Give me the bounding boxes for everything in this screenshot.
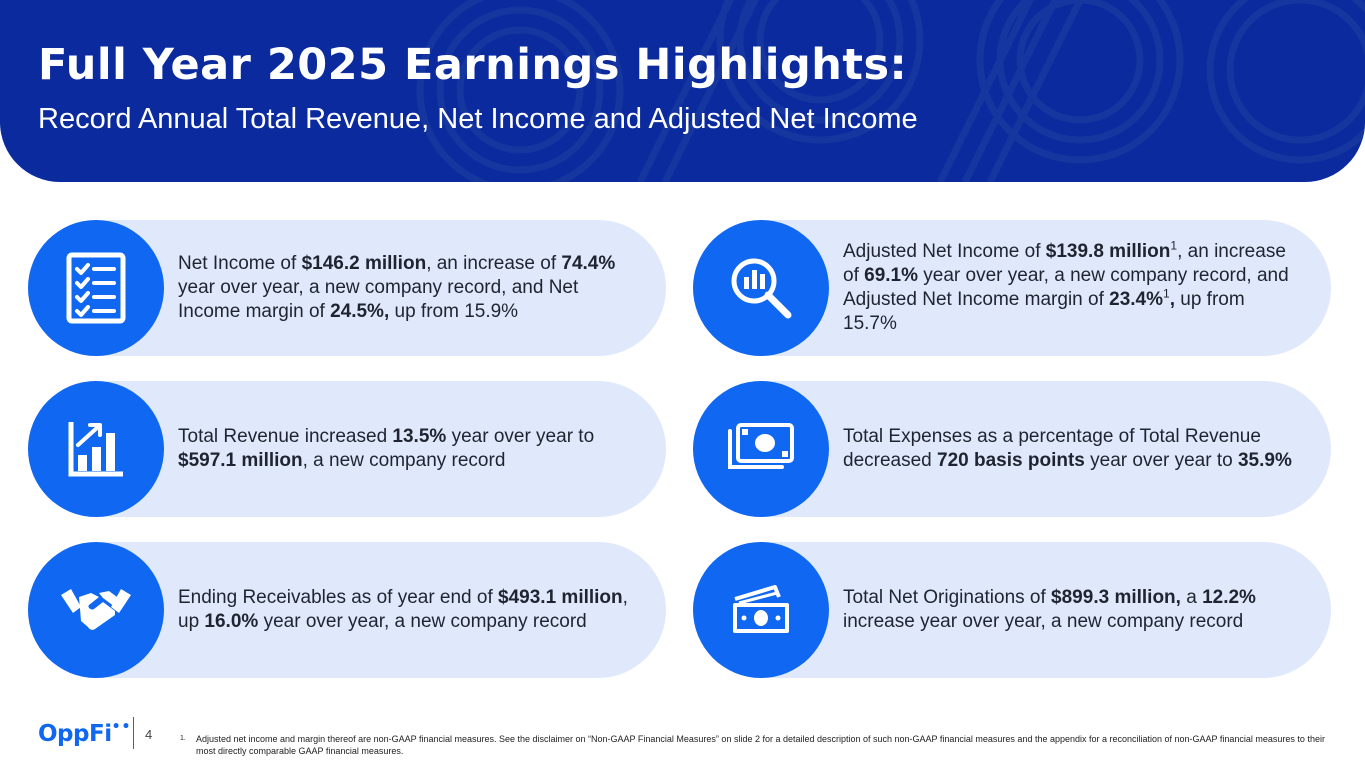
text-run: year over year, a new company record bbox=[258, 611, 587, 632]
highlight-card-total-revenue bbox=[28, 381, 666, 517]
highlight-figure: 16.0% bbox=[204, 611, 259, 632]
text-run: Total Revenue increased bbox=[178, 426, 393, 447]
growth-chart-icon bbox=[66, 419, 126, 479]
icon-circle bbox=[693, 542, 829, 678]
highlight-figure: , bbox=[1169, 289, 1175, 310]
footnote-marker: 1. bbox=[180, 735, 186, 742]
icon-circle bbox=[28, 381, 164, 517]
page-title: Full Year 2025 Earnings Highlights: bbox=[38, 40, 908, 90]
text-run: year over year, a new company record, and Net Income margin of bbox=[178, 277, 579, 322]
highlight-figure: $899.3 million, bbox=[1051, 587, 1187, 608]
footnote-ref: 1 bbox=[1170, 238, 1178, 253]
card-text bbox=[843, 220, 1301, 356]
card-text bbox=[178, 381, 636, 517]
highlight-figure: 12.2% bbox=[1202, 587, 1256, 608]
page-subtitle: Record Annual Total Revenue, Net Income and Adjusted Net Income bbox=[38, 103, 918, 135]
text-run: year over year to bbox=[1084, 450, 1238, 471]
text-run: year over year to bbox=[446, 426, 595, 447]
text-run: Adjusted Net Income of bbox=[843, 241, 1046, 262]
money-stack-icon bbox=[729, 583, 793, 637]
magnifier-chart-icon bbox=[728, 255, 794, 321]
card-text bbox=[178, 542, 636, 678]
header-pattern bbox=[0, 0, 1365, 182]
text-run: a bbox=[1186, 587, 1203, 608]
text-run: Net Income of bbox=[178, 253, 302, 274]
logo-text: OppFi bbox=[38, 721, 112, 747]
text-run: year over year, a new company record, and Adjusted Net Income margin of bbox=[843, 265, 1289, 310]
highlight-figure: 69.1% bbox=[864, 265, 918, 286]
highlight-figure: 13.5% bbox=[392, 426, 447, 447]
icon-circle bbox=[693, 220, 829, 356]
text-run: up from 15.9% bbox=[389, 301, 519, 322]
highlight-figure: 720 basis points bbox=[937, 450, 1085, 471]
handshake-icon bbox=[59, 585, 133, 635]
text-run: , an increase of bbox=[843, 241, 1286, 286]
highlight-figure: 24.5%, bbox=[330, 301, 390, 322]
highlight-figure: $493.1 million bbox=[498, 587, 623, 608]
footer-divider bbox=[133, 717, 134, 749]
highlight-card-net-originations bbox=[693, 542, 1331, 678]
text-run: Ending Receivables as of year end of bbox=[178, 587, 499, 608]
logo-dots: •• bbox=[111, 719, 132, 735]
text-run: increase year over year, a new company record bbox=[843, 611, 1244, 632]
footnote-text: Adjusted net income and margin thereof are non-GAAP financial measures. See the disclaimer on “Non-GAAP Financial Measures” on slide 2 for a detailed description of such non-GAAP financial measures and the appendix for a reconciliation of non-GAAP financial measures to their most directly comparable GAAP financial measures. bbox=[196, 734, 1325, 756]
highlight-figure: $597.1 million bbox=[178, 450, 303, 471]
text-run: , up bbox=[178, 587, 628, 632]
footnote bbox=[180, 733, 1330, 757]
card-text bbox=[843, 542, 1301, 678]
icon-circle bbox=[28, 220, 164, 356]
card-text bbox=[178, 220, 636, 356]
highlight-figure: 74.4% bbox=[561, 253, 616, 274]
highlight-card-total-expenses bbox=[693, 381, 1331, 517]
icon-circle bbox=[693, 381, 829, 517]
checklist-icon bbox=[66, 252, 126, 324]
highlight-card-net-income bbox=[28, 220, 666, 356]
icon-circle bbox=[28, 542, 164, 678]
oppfi-logo bbox=[38, 721, 131, 747]
header-banner bbox=[0, 0, 1365, 182]
text-run: Total Net Originations of bbox=[843, 587, 1052, 608]
highlight-figure: 35.9% bbox=[1237, 450, 1292, 471]
highlight-card-adjusted-net-income bbox=[693, 220, 1331, 356]
highlight-figure: $139.8 million bbox=[1045, 241, 1171, 262]
highlight-card-ending-receivables bbox=[28, 542, 666, 678]
highlight-figure: $146.2 million bbox=[301, 253, 427, 274]
cash-icon bbox=[726, 421, 796, 477]
footnote-ref: 1 bbox=[1163, 286, 1170, 301]
text-run: up from 15.7% bbox=[843, 289, 1245, 334]
text-run: Total Expenses as a percentage of Total Revenue decreased bbox=[843, 426, 1261, 471]
card-text bbox=[843, 381, 1301, 517]
page-number: 4 bbox=[145, 727, 153, 742]
text-run: , a new company record bbox=[302, 450, 506, 471]
text-run: , an increase of bbox=[426, 253, 562, 274]
highlight-figure: 23.4% bbox=[1109, 289, 1164, 310]
